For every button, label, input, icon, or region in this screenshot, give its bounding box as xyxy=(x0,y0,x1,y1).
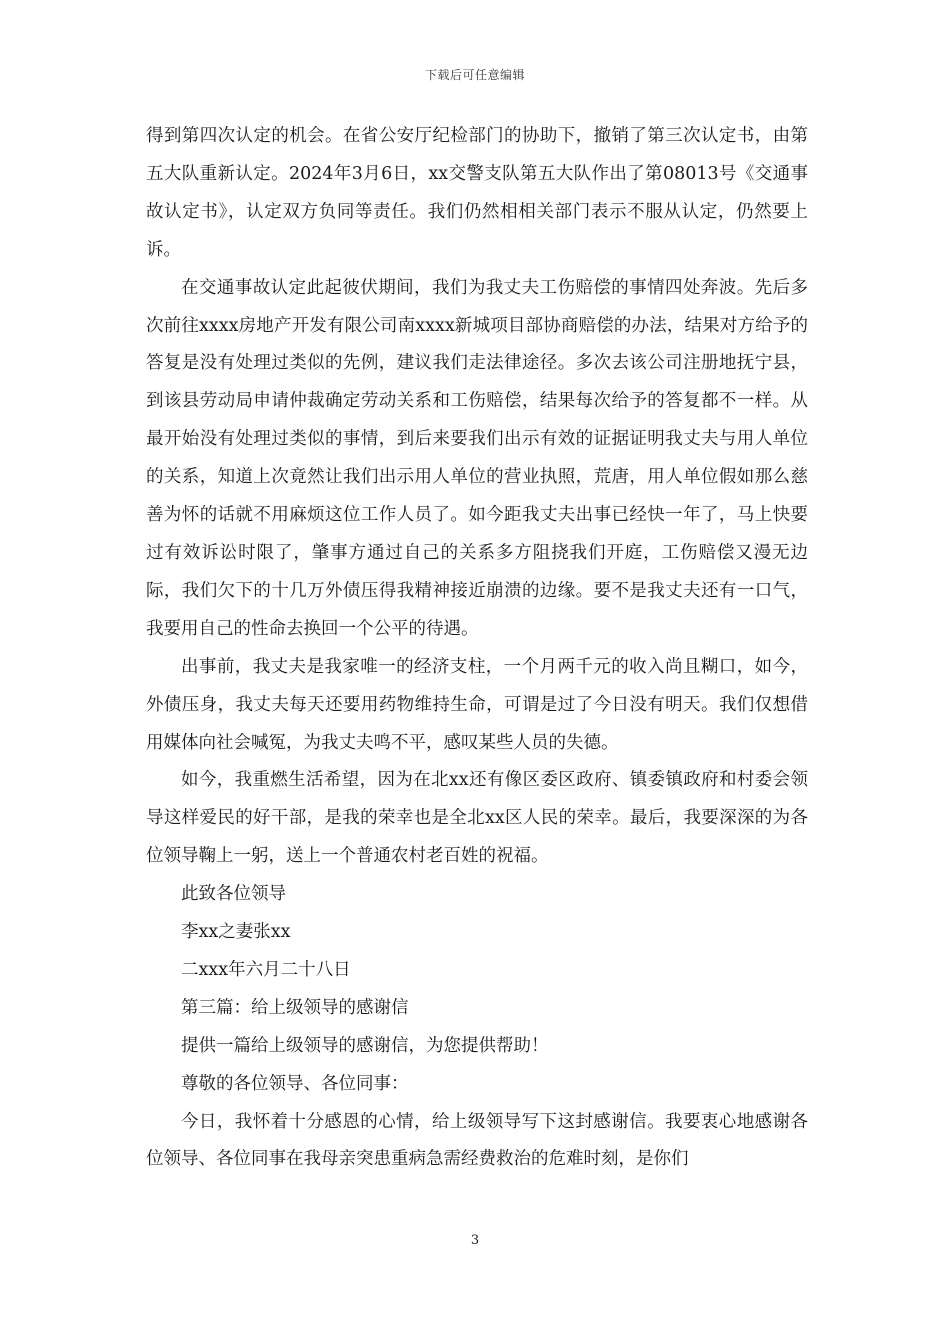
section-heading: 第三篇：给上级领导的感谢信 xyxy=(181,997,409,1018)
document-body xyxy=(146,118,808,1179)
letter-paragraph-1: 今日，我怀着十分感恩的心情，给上级领导写下这封感谢信。我要衷心地感谢各位领导、各位同事在我母亲突患重病急需经费救治的危难时刻，是你们 xyxy=(146,1111,808,1170)
paragraph-4: 如今，我重燃生活希望，因为在北xx还有像区委区政府、镇委镇政府和村委会领导这样爱民的好干部，是我的荣幸也是全北xx区人民的荣幸。最后，我要深深的为各位领导鞠上一躬，送上一个普通农村老百姓的祝福。 xyxy=(146,770,808,867)
paragraph-3: 出事前，我丈夫是我家唯一的经济支柱，一个月两千元的收入尚且糊口，如今，外债压身，我丈夫每天还要用药物维持生命，可谓是过了今日没有明天。我们仅想借用媒体向社会喊冤，为我丈夫鸣不平，感叹某些人员的失德。 xyxy=(146,656,808,753)
signature-line: 李xx之妻张xx xyxy=(181,922,291,943)
paragraph-1: 得到第四次认定的机会。在省公安厅纪检部门的协助下，撤销了第三次认定书，由第五大队重新认定。2024年3月6日，xx交警支队第五大队作出了第08013号《交通事故认定书》，认定双方负同等责任。我们仍然相相关部门表示不服从认定，仍然要上诉。 xyxy=(146,126,808,260)
page-header-note: 下载后可任意编辑 xyxy=(424,68,525,82)
page-number: 3 xyxy=(470,1233,480,1248)
letter-greeting: 尊敬的各位领导、各位同事： xyxy=(181,1073,409,1094)
date-line: 二xxx年六月二十八日 xyxy=(181,959,351,980)
closing-salutation: 此致各位领导 xyxy=(181,884,286,905)
paragraph-2: 在交通事故认定此起彼伏期间，我们为我丈夫工伤赔偿的事情四处奔波。先后多次前往xxxx房地产开发有限公司南xxxx新城项目部协商赔偿的办法，结果对方给予的答复是没有处理过类似的先例，建议我们走法律途径。多次去该公司注册地抚宁县，到该县劳动局申请仲裁确定劳动关系和工伤赔偿，结果每次给予的答复都不一样。从最开始没有处理过类似的事情，到后来要我们出示有效的证据证明我丈夫与用人单位的关系，知道上次竟然让我们出示用人单位的营业执照，荒唐，用人单位假如那么慈善为怀的话就不用麻烦这位工作人员了。如今距我丈夫出事已经快一年了，马上快要过有效诉讼时限了，肇事方通过自己的关系多方阻挠我们开庭，工伤赔偿又漫无边际，我们欠下的十几万外债压得我精神接近崩溃的边缘。要不是我丈夫还有一口气，我要用自己的性命去换回一个公平的待遇。 xyxy=(146,277,808,639)
intro-line: 提供一篇给上级领导的感谢信，为您提供帮助！ xyxy=(181,1035,549,1056)
